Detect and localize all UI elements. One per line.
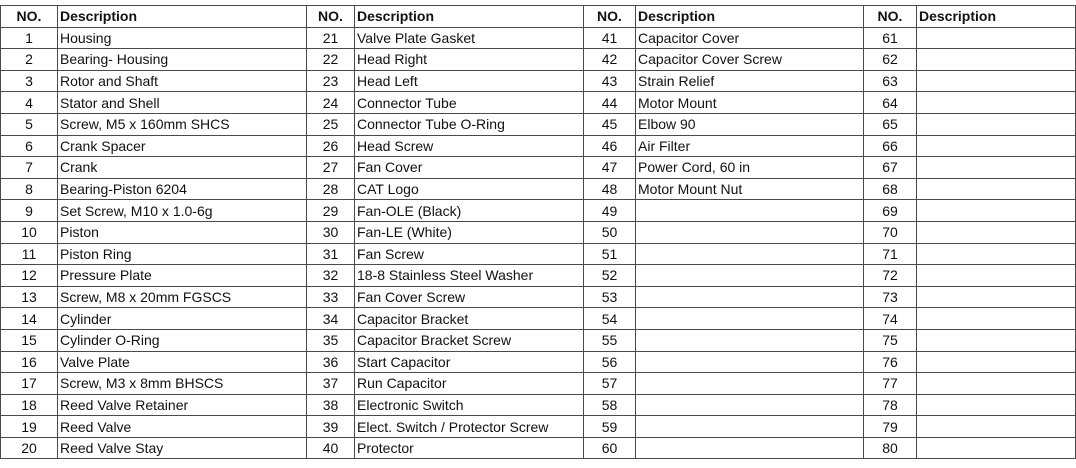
part-number: 71 <box>864 243 917 265</box>
part-number: 4 <box>1 92 58 114</box>
part-description: Elbow 90 <box>636 113 864 135</box>
part-description <box>636 200 864 222</box>
part-number: 9 <box>1 200 58 222</box>
part-description: Head Screw <box>355 135 584 157</box>
part-description: Stator and Shell <box>58 92 307 114</box>
table-row <box>1 92 1076 114</box>
part-description: Start Capacitor <box>355 351 584 373</box>
part-description: Elect. Switch / Protector Screw <box>355 416 584 438</box>
part-number: 78 <box>864 394 917 416</box>
part-description <box>917 243 1076 265</box>
header-row <box>1 6 1076 28</box>
part-description: Pressure Plate <box>58 265 307 287</box>
part-number: 62 <box>864 49 917 71</box>
part-description: Crank Spacer <box>58 135 307 157</box>
part-description: Head Right <box>355 49 584 71</box>
part-description: Screw, M3 x 8mm BHSCS <box>58 373 307 395</box>
description-header: Description <box>355 6 584 28</box>
part-number: 25 <box>307 113 355 135</box>
part-description <box>917 157 1076 179</box>
description-header: Description <box>636 6 864 28</box>
part-description: Screw, M8 x 20mm FGSCS <box>58 286 307 308</box>
part-description <box>917 135 1076 157</box>
part-number: 74 <box>864 308 917 330</box>
part-description <box>917 92 1076 114</box>
part-description: Crank <box>58 157 307 179</box>
part-number: 40 <box>307 437 355 459</box>
part-number: 44 <box>584 92 636 114</box>
part-number: 27 <box>307 157 355 179</box>
part-description: Connector Tube O-Ring <box>355 113 584 135</box>
part-description <box>636 416 864 438</box>
table-row <box>1 394 1076 416</box>
part-description: Fan-LE (White) <box>355 221 584 243</box>
part-description <box>917 178 1076 200</box>
part-description <box>917 200 1076 222</box>
table-row <box>1 265 1076 287</box>
part-number: 19 <box>1 416 58 438</box>
part-description: Air Filter <box>636 135 864 157</box>
part-number: 52 <box>584 265 636 287</box>
part-number: 10 <box>1 221 58 243</box>
part-number: 7 <box>1 157 58 179</box>
part-number: 50 <box>584 221 636 243</box>
part-description: Valve Plate <box>58 351 307 373</box>
part-number: 14 <box>1 308 58 330</box>
part-number: 76 <box>864 351 917 373</box>
part-description: Piston Ring <box>58 243 307 265</box>
no-header: NO. <box>307 6 355 28</box>
part-number: 30 <box>307 221 355 243</box>
part-number: 26 <box>307 135 355 157</box>
part-number: 18 <box>1 394 58 416</box>
part-number: 47 <box>584 157 636 179</box>
part-description: Strain Relief <box>636 70 864 92</box>
part-number: 54 <box>584 308 636 330</box>
table-row <box>1 308 1076 330</box>
part-number: 37 <box>307 373 355 395</box>
part-description: Fan Cover <box>355 157 584 179</box>
part-number: 34 <box>307 308 355 330</box>
part-description <box>917 416 1076 438</box>
part-description <box>636 286 864 308</box>
part-description <box>917 437 1076 459</box>
part-description <box>636 329 864 351</box>
part-description: Fan Cover Screw <box>355 286 584 308</box>
part-number: 36 <box>307 351 355 373</box>
part-number: 70 <box>864 221 917 243</box>
table-row <box>1 373 1076 395</box>
part-number: 5 <box>1 113 58 135</box>
part-description: Capacitor Cover Screw <box>636 49 864 71</box>
part-number: 39 <box>307 416 355 438</box>
part-number: 61 <box>864 27 917 49</box>
part-number: 8 <box>1 178 58 200</box>
part-number: 28 <box>307 178 355 200</box>
part-description <box>917 286 1076 308</box>
part-description: Reed Valve <box>58 416 307 438</box>
table-row <box>1 157 1076 179</box>
part-description: Housing <box>58 27 307 49</box>
part-number: 46 <box>584 135 636 157</box>
part-description: Capacitor Bracket <box>355 308 584 330</box>
part-number: 45 <box>584 113 636 135</box>
part-description: Reed Valve Retainer <box>58 394 307 416</box>
part-description: Set Screw, M10 x 1.0-6g <box>58 200 307 222</box>
part-number: 3 <box>1 70 58 92</box>
no-header: NO. <box>1 6 58 28</box>
part-description <box>917 27 1076 49</box>
part-number: 73 <box>864 286 917 308</box>
part-description <box>917 394 1076 416</box>
part-number: 69 <box>864 200 917 222</box>
part-number: 42 <box>584 49 636 71</box>
part-description <box>636 437 864 459</box>
part-description <box>917 49 1076 71</box>
table-row <box>1 178 1076 200</box>
part-number: 77 <box>864 373 917 395</box>
parts-table <box>0 5 1076 459</box>
table-row <box>1 135 1076 157</box>
part-description <box>636 394 864 416</box>
part-number: 43 <box>584 70 636 92</box>
part-number: 58 <box>584 394 636 416</box>
part-description <box>917 70 1076 92</box>
part-number: 55 <box>584 329 636 351</box>
part-description <box>636 265 864 287</box>
part-number: 66 <box>864 135 917 157</box>
part-number: 51 <box>584 243 636 265</box>
part-description <box>636 351 864 373</box>
table-row <box>1 70 1076 92</box>
part-number: 16 <box>1 351 58 373</box>
part-number: 12 <box>1 265 58 287</box>
part-number: 57 <box>584 373 636 395</box>
part-number: 53 <box>584 286 636 308</box>
part-number: 67 <box>864 157 917 179</box>
part-number: 29 <box>307 200 355 222</box>
part-description <box>636 221 864 243</box>
part-number: 17 <box>1 373 58 395</box>
part-description: Piston <box>58 221 307 243</box>
part-number: 23 <box>307 70 355 92</box>
part-number: 6 <box>1 135 58 157</box>
part-number: 13 <box>1 286 58 308</box>
part-description: Reed Valve Stay <box>58 437 307 459</box>
part-description <box>917 113 1076 135</box>
description-header: Description <box>58 6 307 28</box>
part-number: 68 <box>864 178 917 200</box>
part-description: Motor Mount Nut <box>636 178 864 200</box>
part-number: 80 <box>864 437 917 459</box>
part-description: Bearing- Housing <box>58 49 307 71</box>
part-description <box>636 373 864 395</box>
table-row <box>1 351 1076 373</box>
part-description <box>917 221 1076 243</box>
part-number: 38 <box>307 394 355 416</box>
part-description: Connector Tube <box>355 92 584 114</box>
part-number: 72 <box>864 265 917 287</box>
part-description: Capacitor Bracket Screw <box>355 329 584 351</box>
table-row <box>1 49 1076 71</box>
part-description: Capacitor Cover <box>636 27 864 49</box>
table-row <box>1 221 1076 243</box>
table-row <box>1 200 1076 222</box>
part-description: CAT Logo <box>355 178 584 200</box>
part-number: 2 <box>1 49 58 71</box>
description-header: Description <box>917 6 1076 28</box>
part-description: Head Left <box>355 70 584 92</box>
table-row <box>1 329 1076 351</box>
part-number: 31 <box>307 243 355 265</box>
part-number: 24 <box>307 92 355 114</box>
part-number: 32 <box>307 265 355 287</box>
part-description: Valve Plate Gasket <box>355 27 584 49</box>
part-description <box>917 373 1076 395</box>
part-description <box>917 308 1076 330</box>
part-number: 15 <box>1 329 58 351</box>
part-description <box>636 243 864 265</box>
part-description: Rotor and Shaft <box>58 70 307 92</box>
part-description: Cylinder O-Ring <box>58 329 307 351</box>
table-row <box>1 286 1076 308</box>
part-number: 49 <box>584 200 636 222</box>
part-description: Fan-OLE (Black) <box>355 200 584 222</box>
part-number: 56 <box>584 351 636 373</box>
part-description: 18-8 Stainless Steel Washer <box>355 265 584 287</box>
table-row <box>1 437 1076 459</box>
part-number: 33 <box>307 286 355 308</box>
part-description: Motor Mount <box>636 92 864 114</box>
part-number: 48 <box>584 178 636 200</box>
parts-table-body <box>1 27 1076 459</box>
part-description: Power Cord, 60 in <box>636 157 864 179</box>
part-description: Cylinder <box>58 308 307 330</box>
part-number: 79 <box>864 416 917 438</box>
part-number: 60 <box>584 437 636 459</box>
table-row <box>1 243 1076 265</box>
part-number: 41 <box>584 27 636 49</box>
part-number: 1 <box>1 27 58 49</box>
table-row <box>1 27 1076 49</box>
part-number: 63 <box>864 70 917 92</box>
part-number: 22 <box>307 49 355 71</box>
part-number: 21 <box>307 27 355 49</box>
part-description: Protector <box>355 437 584 459</box>
part-description <box>636 308 864 330</box>
part-description: Electronic Switch <box>355 394 584 416</box>
part-description <box>917 329 1076 351</box>
table-row <box>1 416 1076 438</box>
part-description: Run Capacitor <box>355 373 584 395</box>
no-header: NO. <box>864 6 917 28</box>
part-description: Bearing-Piston 6204 <box>58 178 307 200</box>
table-row <box>1 113 1076 135</box>
part-number: 65 <box>864 113 917 135</box>
part-description <box>917 351 1076 373</box>
part-number: 75 <box>864 329 917 351</box>
part-description: Fan Screw <box>355 243 584 265</box>
part-number: 59 <box>584 416 636 438</box>
part-number: 35 <box>307 329 355 351</box>
no-header: NO. <box>584 6 636 28</box>
part-number: 64 <box>864 92 917 114</box>
part-number: 11 <box>1 243 58 265</box>
part-description <box>917 265 1076 287</box>
part-number: 20 <box>1 437 58 459</box>
part-description: Screw, M5 x 160mm SHCS <box>58 113 307 135</box>
